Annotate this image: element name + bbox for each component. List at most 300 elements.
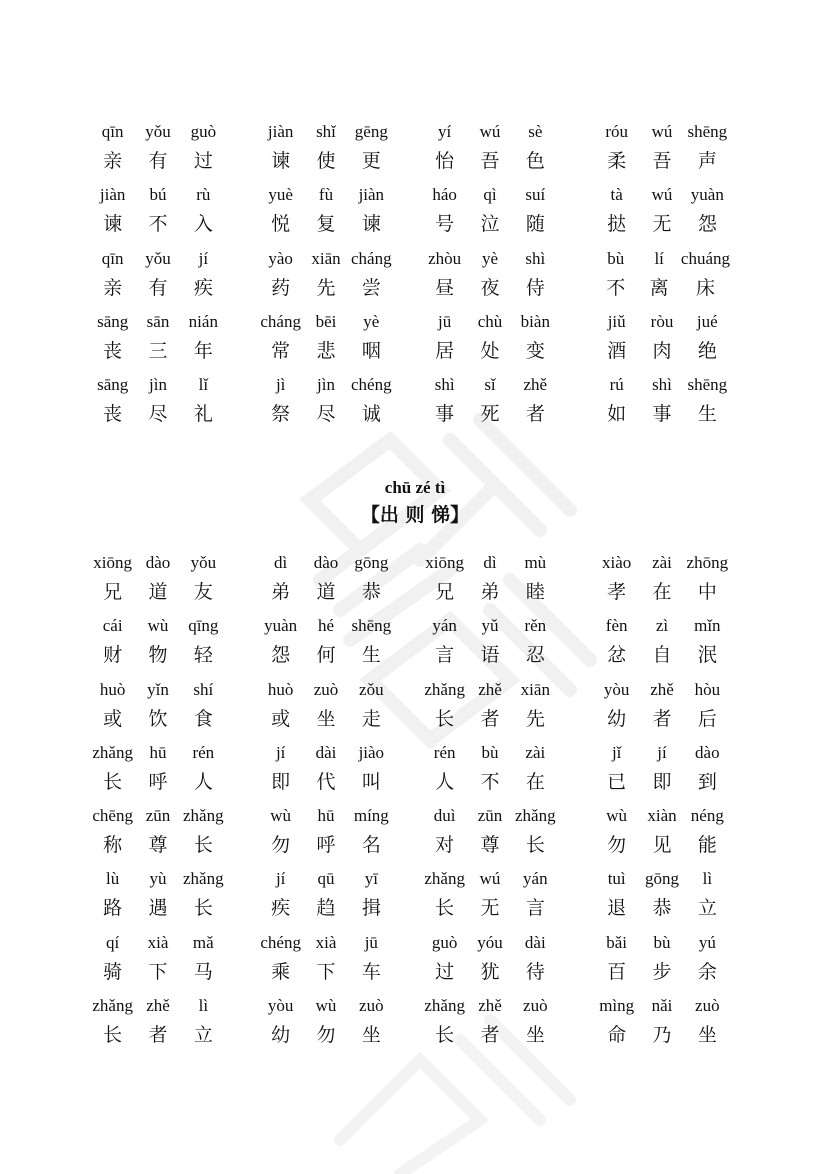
pinyin-syllable: yóu [477,932,503,952]
hanzi-character: 待 [525,960,545,983]
verse-phrase [258,994,394,1052]
hanzi-character: 有 [148,276,168,299]
hanzi-character: 亲 [103,276,123,299]
pinyin-syllable: guò [190,122,217,141]
verse-phrase [90,310,226,368]
verse-phrase [422,247,558,305]
hanzi-character: 退 [607,897,627,920]
pinyin-syllable: rù [196,185,211,205]
pinyin-syllable: biàn [520,311,550,331]
pinyin-syllable: huò [267,679,294,699]
verse-phrase [594,247,730,305]
hanzi-character: 路 [103,897,123,920]
pinyin-syllable: xià [315,932,337,952]
hanzi-character: 友 [193,581,213,603]
verse-phrase [594,551,730,609]
hanzi-character: 名 [361,834,381,857]
pinyin-syllable: jué [696,311,718,331]
verse-phrase [90,373,226,431]
verse-phrase [422,183,558,241]
pinyin-syllable: yǔ [481,616,499,636]
pinyin-syllable: gēng [354,122,388,141]
pinyin-syllable: zhǎng [515,806,556,826]
pinyin-syllable: rén [433,742,456,762]
verse-row [0,183,830,246]
verse-phrase [258,741,394,799]
pinyin-syllable: jí [198,248,209,268]
pinyin-syllable: hòu [694,679,721,699]
pinyin-syllable: nián [188,311,218,331]
hanzi-character: 立 [193,1024,213,1047]
hanzi-character: 道 [316,581,336,603]
pinyin-syllable: wù [315,996,337,1016]
hanzi-character: 百 [607,960,627,983]
pinyin-syllable: lí [654,248,664,268]
hanzi-character: 步 [652,960,672,983]
hanzi-character: 者 [480,707,500,730]
hanzi-character: 车 [361,960,381,983]
verse-row [0,994,830,1057]
hanzi-character: 后 [697,707,717,730]
pinyin-syllable: bù [481,742,499,762]
hanzi-character: 侍 [525,276,545,299]
hanzi-character: 生 [697,403,717,426]
hanzi-character: 到 [697,770,717,793]
pinyin-syllable: yè [481,248,499,268]
hanzi-character: 忍 [525,644,545,667]
hanzi-character: 中 [697,581,717,603]
hanzi-character: 变 [525,339,545,362]
hanzi-character: 道 [148,581,168,603]
pinyin-syllable: zuò [359,996,384,1016]
pinyin-syllable: chēng [92,806,133,826]
pinyin-syllable: xiān [311,248,341,268]
pinyin-syllable: yuè [268,185,293,205]
hanzi-character: 挞 [607,213,627,236]
hanzi-character: 号 [435,213,455,236]
pinyin-syllable: dào [695,742,720,762]
pinyin-syllable: zhǎng [92,996,133,1016]
verse-phrase [90,183,226,241]
hanzi-character: 不 [148,213,168,236]
hanzi-character: 尽 [148,403,168,426]
verse-phrase [90,614,226,672]
pinyin-syllable: duì [433,806,456,826]
pinyin-syllable: yuàn [264,616,298,636]
pinyin-syllable: wú [479,122,501,141]
hanzi-character: 即 [652,770,672,793]
pinyin-syllable: wú [651,185,673,205]
pinyin-syllable: hū [149,742,167,762]
pinyin-syllable: dào [145,553,171,572]
hanzi-character: 自 [652,644,672,667]
hanzi-character: 肉 [652,339,672,362]
pinyin-syllable: néng [690,806,724,826]
hanzi-character: 夜 [480,276,500,299]
pinyin-syllable: bù [607,248,625,268]
pinyin-syllable: zài [652,553,672,572]
pinyin-syllable: chuáng [680,248,730,268]
pinyin-syllable: bù [653,932,671,952]
pinyin-syllable: shí [193,679,214,699]
hanzi-character: 怨 [697,213,717,236]
pinyin-syllable: sāng [97,375,129,395]
pinyin-syllable: huò [99,679,126,699]
pinyin-syllable: qū [317,869,335,889]
pinyin-syllable: zūn [145,806,171,826]
pinyin-syllable: dì [274,553,288,572]
pinyin-syllable: qīn [101,248,124,268]
pinyin-syllable: lǐ [198,375,209,395]
pinyin-syllable: qí [106,932,120,952]
pinyin-syllable: zhě [478,679,502,699]
pinyin-syllable: zuò [695,996,720,1016]
hanzi-character: 祭 [271,403,291,426]
pinyin-syllable: wù [270,806,292,826]
pinyin-syllable: wù [606,806,628,826]
pinyin-syllable: bú [149,185,167,205]
hanzi-character: 人 [435,770,455,793]
verse-phrase [422,551,558,609]
hanzi-character: 孝 [607,581,627,603]
hanzi-character: 走 [361,707,381,730]
hanzi-character: 随 [525,213,545,236]
pinyin-syllable: sè [528,122,543,141]
verse-row [0,804,830,867]
verse-phrase [594,120,730,178]
pinyin-syllable: suí [525,185,546,205]
hanzi-character: 称 [103,834,123,857]
hanzi-character: 轻 [193,644,213,667]
hanzi-character: 幼 [271,1024,291,1047]
hanzi-character: 者 [480,1024,500,1047]
hanzi-character: 泯 [697,644,717,667]
pinyin-syllable: míng [353,806,389,826]
hanzi-character: 长 [193,834,213,857]
hanzi-character: 谏 [361,213,381,236]
pinyin-syllable: xià [147,932,169,952]
hanzi-character: 谏 [271,150,291,172]
pinyin-syllable: yǒu [190,553,217,572]
hanzi-character: 事 [652,403,672,426]
hanzi-character: 尊 [148,834,168,857]
hanzi-character: 无 [480,897,500,920]
hanzi-character: 物 [148,644,168,667]
hanzi-character: 复 [316,213,336,236]
pinyin-syllable: yí [438,122,452,141]
pinyin-syllable: cái [102,616,123,636]
pinyin-syllable: tà [610,185,623,205]
pinyin-syllable: guò [431,932,458,952]
hanzi-character: 言 [435,644,455,667]
section-title-pinyin: chū zé tì [384,478,446,497]
pinyin-syllable: xiào [602,553,632,572]
pinyin-syllable: zhě [650,679,674,699]
hanzi-character: 余 [697,960,717,983]
hanzi-character: 泣 [480,213,500,236]
pinyin-syllable: zhǎng [424,996,465,1016]
verse-row [0,741,830,804]
pinyin-syllable: xiōng [425,553,465,572]
pinyin-syllable: dì [483,553,497,572]
hanzi-character: 长 [103,1024,123,1047]
hanzi-character: 使 [316,150,336,172]
hanzi-character: 礼 [193,403,213,426]
hanzi-character: 吾 [652,150,672,172]
verse-phrase [258,310,394,368]
pinyin-syllable: zì [655,616,669,636]
verse-phrase [90,120,226,178]
pinyin-syllable: dào [313,553,339,572]
hanzi-character: 呼 [148,770,168,793]
hanzi-character: 过 [193,150,213,172]
hanzi-character: 勿 [607,834,627,857]
hanzi-character: 揖 [361,897,381,920]
pinyin-syllable: yè [363,311,380,331]
hanzi-character: 绝 [697,339,717,362]
pinyin-syllable: shì [525,248,546,268]
hanzi-character: 立 [697,897,717,920]
pinyin-syllable: sān [146,311,170,331]
pinyin-syllable: jiàn [99,185,126,205]
hanzi-character: 坐 [525,1024,545,1047]
verse-phrase [258,678,394,736]
hanzi-character: 疾 [193,276,213,299]
pinyin-syllable: zhě [478,996,502,1016]
hanzi-character: 或 [103,707,123,730]
hanzi-character: 声 [697,150,717,172]
verse-row [0,931,830,994]
pinyin-syllable: chéng [260,932,301,952]
pinyin-syllable: yǒu [145,248,171,268]
hanzi-character: 入 [193,213,213,236]
hanzi-character: 命 [607,1024,627,1047]
pinyin-syllable: dài [524,932,546,952]
pinyin-syllable: zǒu [359,679,384,699]
hanzi-character: 处 [480,339,500,362]
pinyin-syllable: yī [364,869,378,889]
hanzi-character: 对 [435,834,455,857]
verse-row [0,247,830,310]
verse-row [0,614,830,677]
hanzi-character: 诚 [361,403,381,426]
hanzi-character: 尽 [316,403,336,426]
hanzi-character: 幼 [607,707,627,730]
hanzi-character: 咽 [361,339,381,362]
verse-phrase [258,804,394,862]
pinyin-syllable: dài [315,742,337,762]
hanzi-character: 乃 [652,1024,672,1047]
verse-phrase [90,867,226,925]
pinyin-syllable: wù [147,616,169,636]
pinyin-syllable: jí [275,742,286,762]
pinyin-syllable: zhǎng [424,869,465,889]
pinyin-syllable: zūn [477,806,503,826]
hanzi-character: 无 [652,213,672,236]
hanzi-character: 财 [103,644,123,667]
hanzi-character: 床 [695,276,715,299]
hanzi-character: 兄 [435,581,455,603]
hanzi-character: 呼 [316,834,336,857]
verse-phrase [594,994,730,1052]
pinyin-syllable: zhě [146,996,170,1016]
pinyin-syllable: xiōng [93,553,133,572]
hanzi-character: 酒 [607,339,627,362]
hanzi-character: 更 [361,150,381,172]
hanzi-character: 即 [271,770,291,793]
hanzi-character: 疾 [271,897,291,920]
hanzi-character: 犹 [480,960,500,983]
hanzi-character: 丧 [103,339,123,362]
verse-phrase [90,678,226,736]
verse-phrase [422,994,558,1052]
verse-phrase [422,931,558,989]
pinyin-syllable: jǐ [611,742,622,762]
verse-phrase [90,741,226,799]
hanzi-character: 代 [316,770,336,793]
pinyin-syllable: yào [268,248,293,268]
hanzi-character: 吾 [480,150,500,172]
verse-phrase [258,614,394,672]
pinyin-syllable: jiàn [358,185,385,205]
hanzi-character: 乘 [271,960,291,983]
pinyin-syllable: xiān [520,679,550,699]
pinyin-syllable: xiàn [647,806,677,826]
hanzi-character: 长 [103,770,123,793]
pinyin-syllable: shì [652,375,672,395]
pinyin-syllable: chù [477,311,503,331]
hanzi-character: 见 [652,834,672,857]
pinyin-syllable: rú [609,375,624,395]
hanzi-character: 色 [525,150,545,172]
hanzi-character: 弟 [480,581,500,603]
pinyin-syllable: ròu [650,311,674,331]
hanzi-character: 兄 [103,581,123,603]
hanzi-character: 尊 [480,834,500,857]
hanzi-character: 弟 [271,581,291,603]
verse-row [0,551,830,614]
hanzi-character: 亲 [103,150,123,172]
pinyin-syllable: shǐ [316,122,336,141]
hanzi-character: 或 [271,707,291,730]
hanzi-character: 长 [193,897,213,920]
verse-phrase [90,551,226,609]
pinyin-syllable: hū [317,806,335,826]
hanzi-character: 药 [271,276,291,299]
hanzi-character: 有 [148,150,168,172]
pinyin-syllable: yǒu [145,122,171,141]
pinyin-syllable: zuò [523,996,548,1016]
verse-phrase [422,614,558,672]
hanzi-character: 悲 [316,339,336,362]
verse-row [0,120,830,183]
pinyin-syllable: fèn [605,616,628,636]
hanzi-character: 坐 [697,1024,717,1047]
pinyin-syllable: wú [479,869,501,889]
pinyin-syllable: qīng [188,616,219,636]
hanzi-character: 语 [480,644,500,667]
pinyin-syllable: gōng [354,553,389,572]
pinyin-syllable: jiàn [267,122,294,141]
verse-phrase [90,247,226,305]
hanzi-character: 事 [435,403,455,426]
pinyin-syllable: háo [432,185,457,205]
hanzi-character: 睦 [525,581,545,603]
pinyin-syllable: jì [275,375,286,395]
hanzi-character: 怡 [435,150,455,172]
hanzi-character: 食 [193,707,213,730]
hanzi-character: 常 [271,339,291,362]
hanzi-character: 不 [480,770,500,793]
pinyin-syllable: zhě [523,375,548,395]
pinyin-syllable: mù [524,553,547,572]
pinyin-syllable: lì [198,996,209,1016]
pinyin-syllable: jìn [149,375,167,395]
verse-phrase [258,551,394,609]
pinyin-syllable: jí [657,742,667,762]
verse-phrase [90,931,226,989]
verse-phrase [594,183,730,241]
hanzi-character: 死 [480,403,500,426]
hanzi-character: 何 [316,644,336,667]
verse-phrase [594,614,730,672]
hanzi-character: 长 [435,1024,455,1047]
verse-phrase [258,183,394,241]
pinyin-syllable: gōng [644,869,679,889]
verse-phrase [422,741,558,799]
hanzi-character: 先 [525,707,545,730]
hanzi-character: 者 [148,1024,168,1047]
pinyin-syllable: cháng [351,248,392,268]
verse-phrase [594,373,730,431]
pinyin-syllable: jìn [317,375,335,395]
verse-phrase [422,120,558,178]
verse-phrase [594,931,730,989]
verse-row [0,373,830,436]
pinyin-syllable: bǎi [606,932,628,952]
hanzi-character: 恭 [652,897,672,920]
hanzi-character: 长 [525,834,545,857]
pinyin-syllable: yǐn [147,679,169,699]
hanzi-character: 在 [525,770,545,793]
hanzi-character: 居 [435,339,455,362]
pinyin-syllable: fù [318,185,334,205]
hanzi-character: 勿 [271,834,291,857]
pinyin-syllable: lù [106,869,120,889]
verse-phrase [258,867,394,925]
hanzi-character: 如 [607,403,627,426]
hanzi-character: 昼 [435,276,455,299]
hanzi-character: 尝 [361,276,381,299]
verse-phrase [422,867,558,925]
verse-phrase [258,247,394,305]
pinyin-syllable: rěn [524,616,547,636]
hanzi-character: 勿 [316,1024,336,1047]
verse-phrase [90,994,226,1052]
hanzi-character: 下 [316,960,336,983]
section-1-verses [0,120,830,436]
hanzi-character: 者 [525,403,545,426]
hanzi-character: 怨 [271,644,291,667]
verse-phrase [594,804,730,862]
verse-phrase [422,804,558,862]
verse-phrase [594,741,730,799]
section-2-verses [0,551,830,1057]
hanzi-character: 言 [525,897,545,920]
pinyin-syllable: zuò [313,679,339,699]
pinyin-syllable: lì [702,869,713,889]
hanzi-character: 生 [361,644,381,667]
